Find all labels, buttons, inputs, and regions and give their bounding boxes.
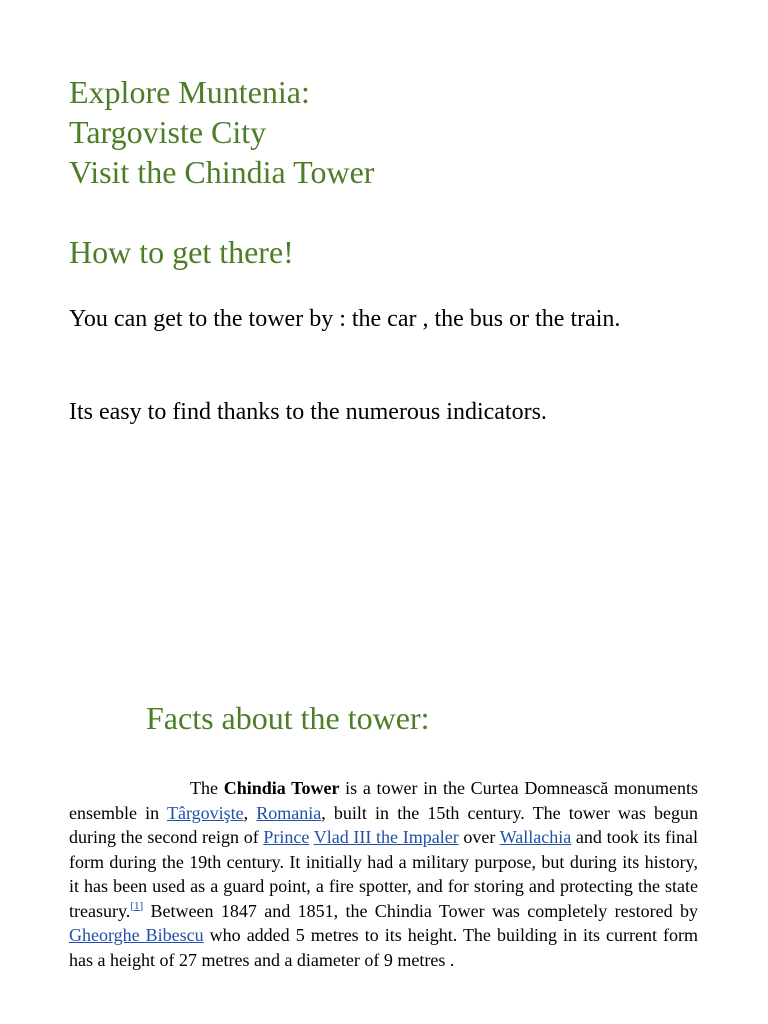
title-explore-muntenia: Explore Muntenia: <box>69 74 310 110</box>
link-vlad-iii[interactable]: Vlad III the Impaler <box>313 827 459 847</box>
facts-text-3: over <box>458 827 500 847</box>
link-wallachia[interactable]: Wallachia <box>499 827 572 847</box>
facts-text-2: , built in the 15th century. The tower was begun during the second reign of <box>69 802 699 847</box>
facts-text-1: is a tower in the Curtea Domnească monuments ensemble in <box>69 778 698 823</box>
facts-text-6: who added 5 metres to its height. The building in its current form has a height of 27 metres and a diameter of 9 metres . <box>69 925 698 970</box>
link-reference-1[interactable]: [1] <box>130 899 144 912</box>
facts-text-the: The <box>190 778 224 798</box>
heading-facts-about-tower: Facts about the tower: <box>146 700 430 736</box>
link-romania[interactable]: Romania <box>256 802 322 823</box>
title-visit-chindia-tower: Visit the Chindia Tower <box>69 154 375 190</box>
facts-text-4: and took its final form during the 19th century. It initially had a military purpose, but during its history, it has been used as a guard point, a fire spotter, and for storing and protecting the state treasury. <box>69 827 698 921</box>
link-gheorghe-bibescu[interactable]: Gheorghe Bibescu <box>69 925 204 945</box>
tower-name-bold: Chindia Tower <box>223 778 340 798</box>
transport-paragraph: You can get to the tower by : the car , the bus or the train. <box>69 306 621 332</box>
heading-how-to-get-there: How to get there! <box>69 234 294 270</box>
facts-paragraph <box>69 776 698 972</box>
link-targoviste[interactable]: Târgovişte <box>166 802 244 823</box>
title-targoviste-city: Targoviste City <box>69 114 267 150</box>
facts-text-comma: , <box>243 802 257 823</box>
facts-text-5: Between 1847 and 1851, the Chindia Tower was completely restored by <box>143 900 698 921</box>
indicators-paragraph: Its easy to find thanks to the numerous indicators. <box>69 399 547 425</box>
link-prince[interactable]: Prince <box>263 827 310 847</box>
